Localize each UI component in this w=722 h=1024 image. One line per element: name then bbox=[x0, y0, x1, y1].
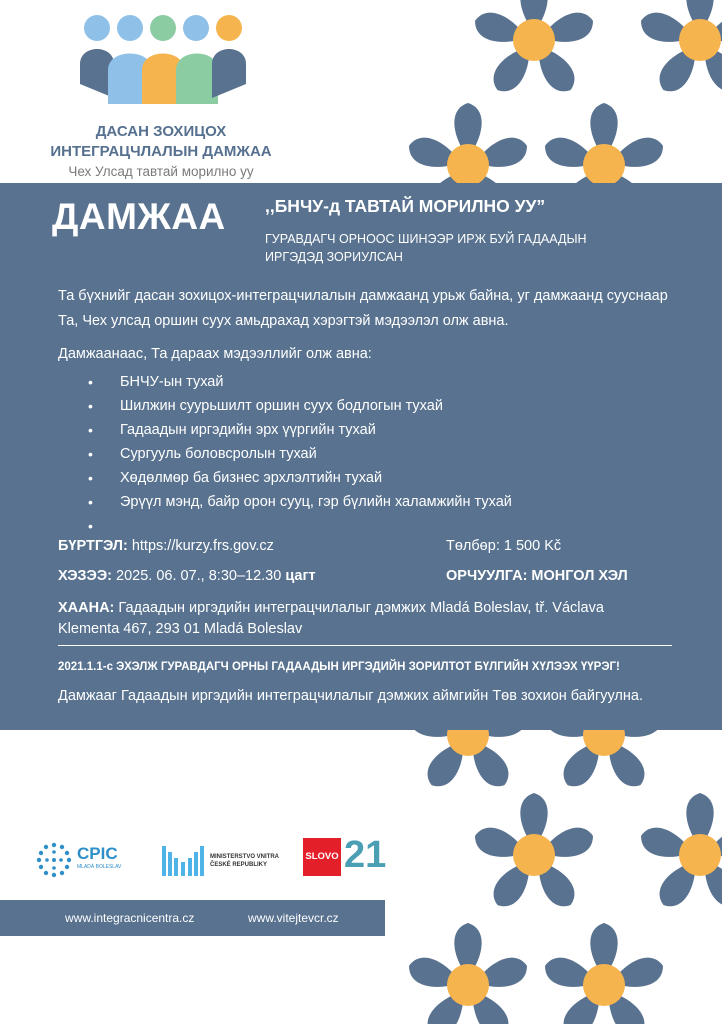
cpic-logo bbox=[35, 840, 125, 880]
list-item: • Сургууль боловсролын тухай bbox=[88, 442, 512, 466]
course-audience-line1: ГУРАВДАГЧ ОРНООС ШИНЭЭР ИРЖ БУЙ ГАДААДЫН bbox=[265, 232, 587, 246]
cpic-name: CPIC bbox=[77, 844, 118, 863]
cpic-sub: MLADÁ BOLESLAV bbox=[77, 864, 122, 870]
registration bbox=[58, 538, 274, 554]
org-title bbox=[20, 122, 302, 162]
ministry-logo bbox=[162, 842, 292, 878]
ministry-line1: MINISTERSTVO VNITRA bbox=[210, 854, 280, 860]
list-item: • Шилжин суурьшилт оршин суух бодлогын тухай bbox=[88, 394, 512, 418]
registration-link[interactable]: https://kurzy.frs.gov.cz bbox=[131, 538, 274, 554]
divider bbox=[58, 645, 672, 646]
org-subtitle: Чех Улсад тавтай морилно уу bbox=[68, 164, 254, 179]
course-audience bbox=[265, 230, 685, 266]
list-item: • Эрүүл мэнд, байр орон сууц, гэр бүлийн халамжийн тухай bbox=[88, 490, 512, 514]
list-item bbox=[88, 514, 512, 538]
organizer-text: Дамжааг Гадаадын иргэдийн интеграцчилалыг дэмжих аймгийн Төв зохион байгуулна. bbox=[58, 688, 643, 704]
list-item: • Гадаадын иргэдийн эрх үүргийн тухай bbox=[88, 418, 512, 442]
registration-label: БҮРТГЭЛ: bbox=[58, 538, 128, 554]
date-suffix: цагт bbox=[285, 568, 316, 584]
org-title-line2: ИНТЕГРАЦЧЛАЛЫН ДАМЖАА bbox=[50, 143, 272, 160]
date-value: 2025. 06. 07., 8:30–12.30 bbox=[116, 568, 282, 584]
list-item: • БНЧУ-ын тухай bbox=[88, 370, 512, 394]
course-audience-line2: ИРГЭДЭД ЗОРИУЛСАН bbox=[265, 250, 403, 264]
obligation-notice: 2021.1.1-с ЭХЭЛЖ ГУРАВДАГЧ ОРНЫ ГАДААДЫН ИРГЭДИЙН ЗОРИЛТОТ БҮЛГИЙН ХҮЛЭЭХ ҮҮРЭГ! bbox=[58, 661, 620, 673]
topics-list bbox=[88, 370, 512, 538]
topics-heading: Дамжаанаас, Та дараах мэдээллийг олж авна: bbox=[58, 346, 372, 362]
footer-link-integracnicentra[interactable]: www.integracnicentra.cz bbox=[65, 911, 195, 925]
fee-label: Төлбөр: bbox=[446, 538, 500, 554]
slovo21-logo bbox=[303, 834, 387, 878]
ministry-line2: ČESKÉ REPUBLIKY bbox=[210, 862, 268, 868]
people-logo-icon bbox=[78, 14, 248, 106]
footer-link-vitejtevcr[interactable]: www.vitejtevcr.cz bbox=[248, 911, 339, 925]
org-title-line1: ДАСАН ЗОХИЦОХ bbox=[95, 123, 227, 140]
location bbox=[58, 598, 668, 640]
location-label: ХААНА: bbox=[58, 600, 115, 616]
intro-paragraph: Та бүхнийг дасан зохицох-интеграцчилалын дамжаанд урьж байна, уг дамжаанд сууснаар Та, Чех улсад оршин суух амьдрахад хэрэгтэй мэдээлэл олж авна. bbox=[58, 288, 668, 329]
cpic-dots-icon bbox=[35, 841, 73, 879]
course-name: ,,БНЧУ-д ТАВТАЙ МОРИЛНО УУ” bbox=[265, 196, 546, 216]
ministry-emblem-icon bbox=[162, 842, 204, 876]
list-item: • Хөдөлмөр ба бизнес эрхлэлтийн тухай bbox=[88, 466, 512, 490]
slovo-number: 21 bbox=[344, 834, 387, 876]
page-title: ДАМЖАА bbox=[52, 196, 226, 237]
fee-value: 1 500 Kč bbox=[503, 538, 562, 554]
slovo-text: SLOVO bbox=[303, 838, 341, 876]
language-info: ОРЧУУЛГА: МОНГОЛ ХЭЛ bbox=[446, 568, 628, 584]
location-value: Гадаадын иргэдийн интеграцчилалыг дэмжих Mladá Boleslav, tř. Václava Klementa 467, 293 01 Mladá Boleslav bbox=[58, 600, 604, 637]
fee bbox=[446, 538, 561, 554]
date-label: ХЭЗЭЭ: bbox=[58, 568, 112, 584]
date bbox=[58, 568, 316, 584]
